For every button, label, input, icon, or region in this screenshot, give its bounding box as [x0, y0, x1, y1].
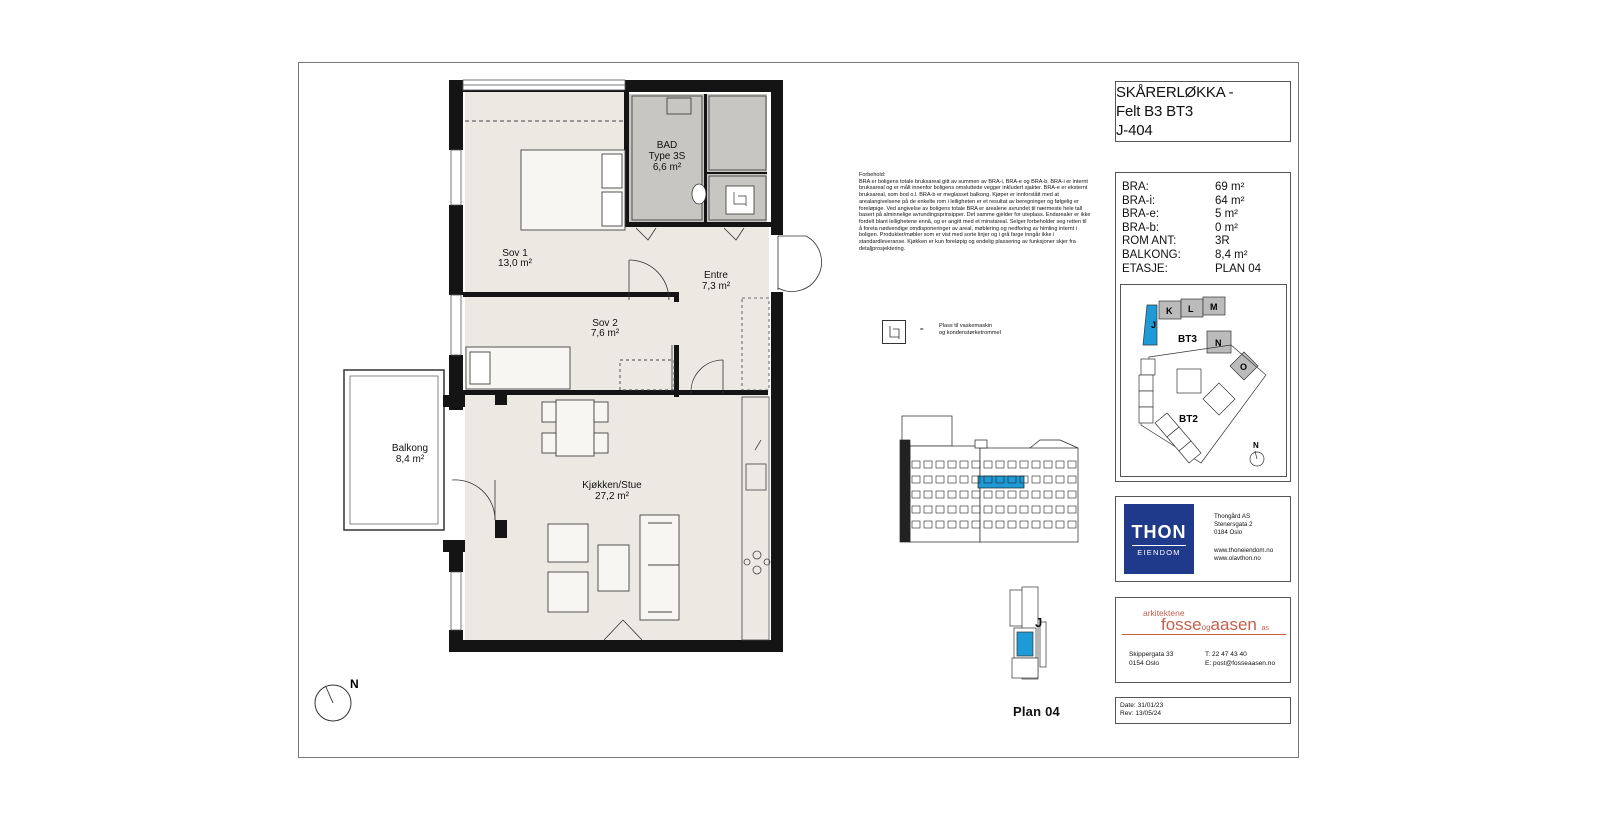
bad-area: 6,6 m² — [652, 162, 682, 173]
note-body: BRA er boligens totale bruksareal gitt av summen av BRA-i, BRA-e og BRA-b. BRA-i er internt bruksareal og er målt innenfor boligens omsluttede vegger inkludert sjakter. BRA-e er eksternt bruksareal, som bod o.l. BRA-b er meglasset balkong. Kjøper er innforstått med at arealangivelsene på de enkelte rom i leiligheten er et resultat av beregninger og følgelig er foreløpige. Ved angivelse av boligens totale BRA er arealene avrundet til nærmeste hele tall basert på alminnelige avrundingsprinsipper. Det samme gjelder for uteplass. Endarealer er ikke fordelt blant leilighetene ennå, og er angitt med et minstareal. Selger forbeholder seg retten til å foreta nødvendige omdisponeringer av areal, møblering og nedforing av himling internt i boligen. Produkter/møbler som er vist med sorte linjer og i grå farge inngår ikke i standardleveranse. Kjøkken er kun foreløpig og endelig plassering av funksjoner skjer fra detaljprosjektering. — [859, 178, 1091, 252]
key-plan-label: J — [1035, 615, 1043, 630]
architect-small: arkitektene — [1143, 608, 1185, 618]
washer-legend-icon — [882, 320, 906, 344]
site-map — [1120, 284, 1287, 477]
area-row: ETASJE: PLAN 04 — [1122, 262, 1262, 275]
area-row: BALKONG: 8,4 m² — [1122, 248, 1248, 261]
date-text: Date: 31/01/23 Rev: 13/05/24 — [1120, 702, 1164, 717]
title-line-1: SKÅRERLØKKA - — [1116, 84, 1234, 101]
site-map-drawing — [1121, 285, 1286, 476]
sov2-label: Sov 2 — [592, 318, 618, 329]
area-row: BRA-e: 5 m² — [1122, 208, 1238, 221]
sov1-area: 13,0 m² — [498, 258, 532, 269]
area-row: BRA-b: 0 m² — [1122, 221, 1238, 234]
developer-address: Thongård AS Stenersgata 2 0184 Oslo www.thoneiendom.no www.olavthon.no — [1214, 513, 1274, 562]
reservation-note — [859, 172, 1091, 252]
svg-text:J: J — [1151, 320, 1157, 330]
legend-equals: = — [920, 327, 924, 333]
balkong-label: Balkong — [391, 443, 429, 454]
area-panel — [1115, 172, 1291, 482]
note-heading: Forbehold: — [859, 172, 886, 178]
svg-text:N: N — [1253, 441, 1259, 450]
svg-text:M: M — [1210, 302, 1218, 312]
bad-type: Type 3S — [648, 151, 686, 162]
area-row: BRA: 69 m² — [1122, 181, 1245, 193]
svg-text:O: O — [1240, 362, 1248, 372]
architect-box — [1115, 597, 1291, 683]
svg-text:L: L — [1188, 304, 1194, 314]
kjokken-area: 27,2 m² — [595, 491, 629, 502]
sov2-area: 7,6 m² — [590, 328, 620, 339]
entre-area: 7,3 m² — [701, 281, 731, 292]
area-row: ROM ANT: 3R — [1122, 235, 1230, 248]
floor-kjokken — [465, 395, 768, 641]
title-line-3: J-404 — [1116, 122, 1153, 139]
architect-name: fosseogaasen as — [1161, 615, 1270, 634]
north-label: N — [350, 677, 359, 691]
area-row: BRA-i: 64 m² — [1122, 194, 1245, 207]
developer-box — [1115, 496, 1291, 582]
legend-text: Plass til vaskemaskin og kondenstørketrommel — [939, 323, 1001, 336]
facade-elevation — [900, 416, 1078, 542]
title-line-2: Felt B3 BT3 — [1116, 103, 1193, 120]
north-arrow — [315, 677, 359, 721]
svg-text:K: K — [1166, 306, 1173, 316]
plan-label: Plan 04 — [1013, 704, 1060, 719]
svg-text:BT2: BT2 — [1179, 414, 1198, 425]
svg-text:N: N — [1215, 338, 1222, 348]
architect-address: Skippergata 33 0154 Oslo — [1129, 651, 1174, 667]
entre-label: Entre — [704, 270, 728, 281]
bad-label: BAD — [656, 140, 678, 151]
date-box — [1115, 697, 1291, 724]
area-table — [1122, 181, 1285, 276]
key-plan — [1010, 587, 1046, 679]
kjokken-label: Kjøkken/Stue — [582, 480, 642, 491]
sov1-label: Sov 1 — [502, 248, 528, 259]
thon-logo: THON EIENDOM — [1124, 504, 1194, 574]
svg-text:BT3: BT3 — [1178, 334, 1197, 345]
balkong-area: 8,4 m² — [395, 454, 425, 465]
architect-contact: T: 22 47 43 40 E: post@fosseaasen.no — [1205, 651, 1276, 667]
title-block — [1115, 81, 1291, 142]
